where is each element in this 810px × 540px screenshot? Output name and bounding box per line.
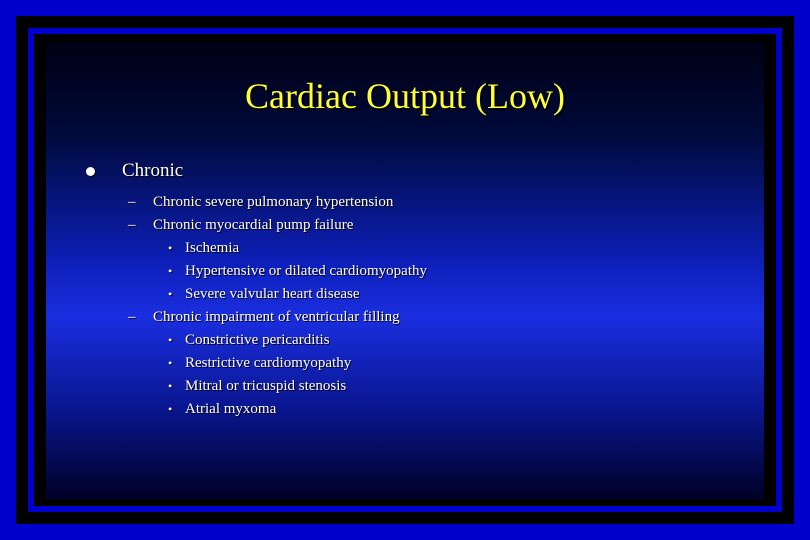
dash-marker: –	[128, 309, 136, 325]
sub-list-item-text: Severe valvular heart disease	[185, 286, 360, 302]
sub-list-item	[86, 283, 726, 306]
dot-marker: •	[168, 379, 173, 393]
dot-marker: •	[168, 287, 173, 301]
dot-marker: •	[168, 241, 173, 255]
sub-list-item-text: Constrictive pericarditis	[185, 332, 330, 348]
sub-list-item-text: Restrictive cardiomyopathy	[185, 355, 352, 371]
bullet-level1	[86, 158, 726, 184]
sub-list-item	[86, 398, 726, 421]
round-bullet-icon	[86, 167, 95, 176]
sub-list-item	[86, 375, 726, 398]
list-item	[86, 214, 726, 237]
sub-list-item-text: Ischemia	[185, 240, 240, 256]
sub-list-item	[86, 260, 726, 283]
sub-list-item-text: Hypertensive or dilated cardiomyopathy	[185, 263, 428, 279]
list-item-text: Chronic severe pulmonary hypertension	[153, 194, 394, 210]
list-item	[86, 306, 726, 329]
list-item-text: Chronic myocardial pump failure	[153, 217, 354, 233]
dash-marker: –	[128, 217, 136, 233]
slide-bullet-list	[86, 158, 726, 421]
bullet-level1-text: Chronic	[122, 160, 184, 181]
dot-marker: •	[168, 356, 173, 370]
dot-marker: •	[168, 402, 173, 416]
dash-marker: –	[128, 194, 136, 210]
sub-list-item-text: Atrial myxoma	[185, 401, 277, 417]
list-item	[86, 191, 726, 214]
sub-list-item	[86, 237, 726, 260]
list-item-text: Chronic impairment of ventricular filling	[153, 309, 400, 325]
slide-title: Cardiac Output (Low)	[245, 76, 565, 116]
sub-list-item	[86, 352, 726, 375]
dot-marker: •	[168, 333, 173, 347]
sub-list-item	[86, 329, 726, 352]
sub-list-item-text: Mitral or tricuspid stenosis	[185, 378, 347, 394]
dot-marker: •	[168, 264, 173, 278]
